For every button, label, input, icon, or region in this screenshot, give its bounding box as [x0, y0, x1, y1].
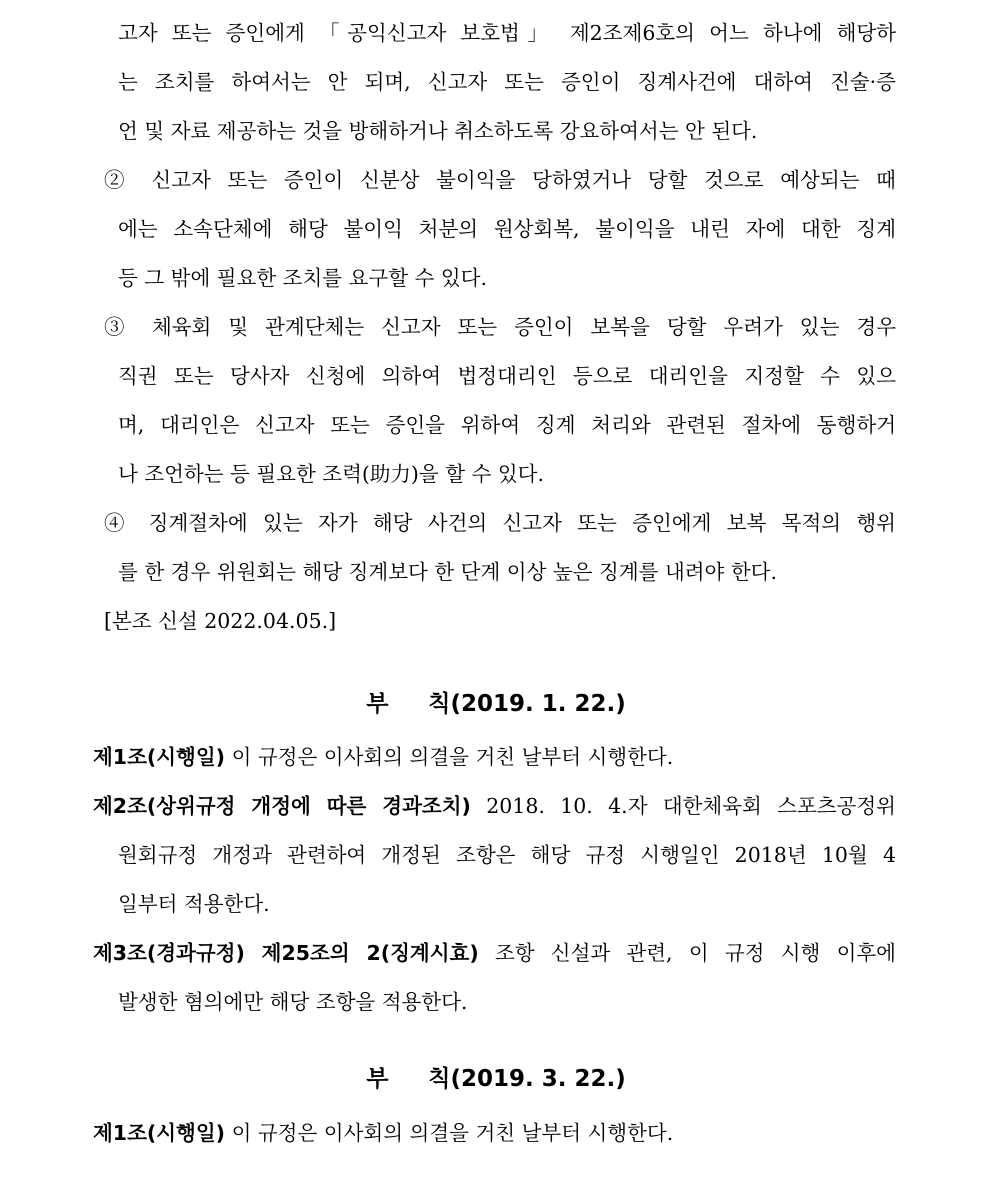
article-3 [93, 938, 896, 968]
article-heading: 제1조(시행일) [93, 1121, 226, 1145]
title-rest: 칙(2019. 1. 22.) [428, 691, 626, 717]
text-line: 등 그 밖에 필요한 조치를 요구할 수 있다. [118, 266, 487, 290]
article-heading: 제2조(상위규정 개정에 따른 경과조치) [93, 794, 471, 818]
text-line: 원회규정 개정과 관련하여 개정된 조항은 해당 규정 시행일인 2018년 10월 4 [118, 843, 896, 867]
text-line: 는 조치를 하여서는 안 되며, 신고자 또는 증인이 징계사건에 대하여 진술·증 [118, 70, 896, 94]
article-1 [93, 1118, 673, 1148]
text-line: 를 한 경우 위원회는 해당 징계보다 한 단계 이상 높은 징계를 내려야 한다. [118, 560, 777, 584]
title-rest: 칙(2019. 3. 22.) [428, 1066, 626, 1092]
text-line: 언 및 자료 제공하는 것을 방해하거나 취소하도록 강요하여서는 안 된다. [118, 119, 758, 143]
title-prefix: 부 [366, 1066, 389, 1092]
clause-4-line: ④ 징계절차에 있는 자가 해당 사건의 신고자 또는 증인에게 보복 목적의 행위 [104, 511, 896, 535]
article-text: 이 규정은 이사회의 의결을 거친 날부터 시행한다. [231, 745, 674, 769]
article-text: 이 규정은 이사회의 의결을 거친 날부터 시행한다. [231, 1121, 674, 1145]
article-2 [93, 791, 896, 821]
text-line: 고자 또는 증인에게 「공익신고자 보호법」 제2조제6호의 어느 하나에 해당하 [118, 21, 896, 45]
article-text: 조항 신설과 관련, 이 규정 시행 이후에 [494, 941, 896, 965]
addendum-title-2019-03-22 [0, 1063, 992, 1095]
article-heading: 제1조(시행일) [93, 745, 226, 769]
text-line: 발생한 혐의에만 해당 조항을 적용한다. [118, 990, 468, 1014]
clause-3-line: ③ 체육회 및 관계단체는 신고자 또는 증인이 보복을 당할 우려가 있는 경우 [104, 315, 896, 339]
amendment-note: [본조 신설 2022.04.05.] [104, 609, 337, 633]
article-text: 2018. 10. 4.자 대한체육회 스포츠공정위 [486, 794, 896, 818]
title-prefix: 부 [366, 691, 389, 717]
article-1 [93, 742, 673, 772]
clause-2-line: ② 신고자 또는 증인이 신분상 불이익을 당하였거나 당할 것으로 예상되는 때 [104, 168, 896, 192]
article-heading: 제3조(경과규정) 제25조의 2(징계시효) [93, 941, 479, 965]
text-line: 직권 또는 당사자 신청에 의하여 법정대리인 등으로 대리인을 지정할 수 있으 [118, 364, 896, 388]
text-line: 에는 소속단체에 해당 불이익 처분의 원상회복, 불이익을 내린 자에 대한 징계 [118, 217, 896, 241]
text-line: 나 조언하는 등 필요한 조력(助力)을 할 수 있다. [118, 462, 544, 486]
addendum-title-2019-01-22 [0, 688, 992, 720]
text-line: 일부터 적용한다. [118, 892, 270, 916]
text-line: 며, 대리인은 신고자 또는 증인을 위하여 징계 처리와 관련된 절차에 동행하거 [118, 413, 896, 437]
